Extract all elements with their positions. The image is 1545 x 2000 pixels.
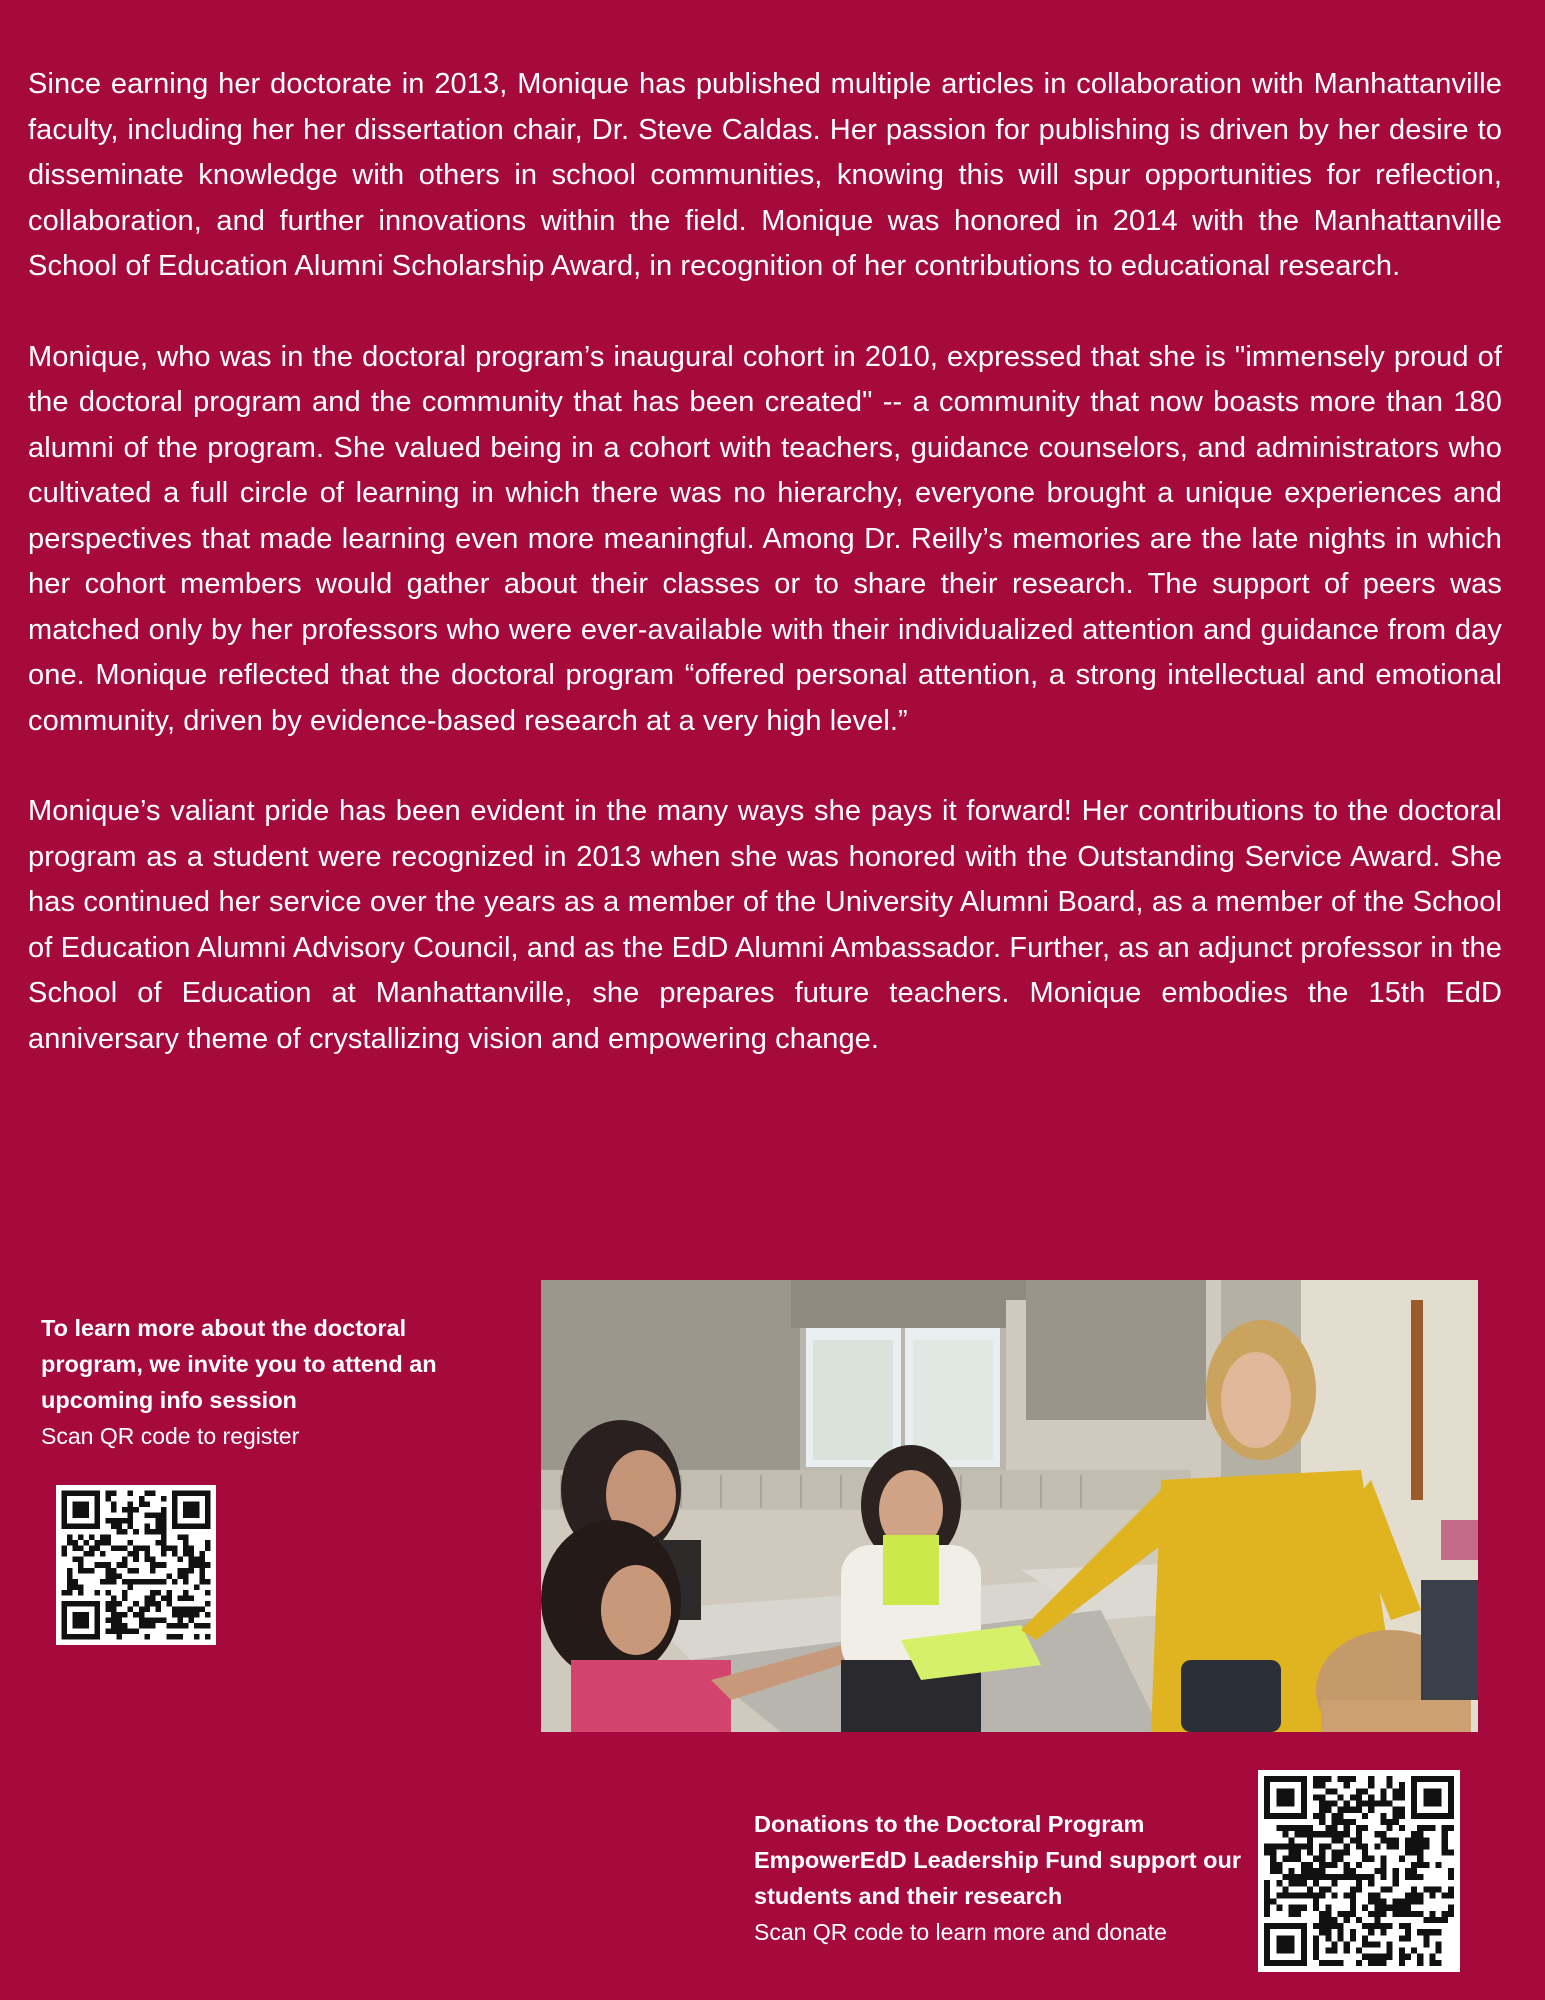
info-session-subtext: Scan QR code to register bbox=[41, 1423, 300, 1449]
register-qr-code[interactable] bbox=[56, 1485, 216, 1645]
article-paragraph-2: Monique, who was in the doctoral program’s inaugural cohort in 2010, expressed that she is "immensely proud of the doctoral program and the community that has been created" -- a community that now boasts more than 180 alumni of the program. She valued being in a cohort with teachers, guidance counselors, and administrators who cultivated a full circle of learning in which there was no hierarchy, everyone brought a unique experiences and perspectives that made learning even more meaningful. Among Dr. Reilly’s memories are the late nights in which her cohort members would gather about their classes or to share their research. The support of peers was matched only by her professors who were ever-available with their individualized attention and guidance from day one. Monique reflected that the doctoral program “offered personal attention, a strong intellectual and emotional community, driven by evidence-based research at a very high level.” bbox=[28, 340, 1502, 737]
article-body bbox=[28, 62, 1502, 1107]
donate-qr-code-image bbox=[1258, 1770, 1460, 1972]
article-paragraph-3: Monique’s valiant pride has been evident in the many ways she pays it forward! Her contributions to the doctoral program as a student were recognized in 2013 when she was honored with the Outstanding Service Award. She has continued her service over the years as a member of the University Alumni Board, as a member of the School of Education Alumni Advisory Council, and as the EdD Alumni Ambassador. Further, as an adjunct professor in the School of Education at Manhattanville, she prepares future teachers. Monique embodies the 15th EdD anniversary theme of crystallizing vision and empowering change. bbox=[28, 795, 1502, 1055]
donations-callout bbox=[754, 1806, 1244, 1950]
register-qr-code-image bbox=[56, 1485, 216, 1645]
info-session-callout bbox=[41, 1310, 481, 1454]
info-session-heading: To learn more about the doctoral program, we invite you to attend an upcoming info session bbox=[41, 1315, 437, 1413]
classroom-photo bbox=[541, 1280, 1478, 1732]
donations-subtext: Scan QR code to learn more and donate bbox=[754, 1919, 1167, 1945]
donate-qr-code[interactable] bbox=[1258, 1770, 1460, 1972]
article-paragraph-1: Since earning her doctorate in 2013, Monique has published multiple articles in collaboration with Manhattanville faculty, including her her dissertation chair, Dr. Steve Caldas. Her passion for publishing is driven by her desire to disseminate knowledge with others in school communities, knowing this will spur opportunities for reflection, collaboration, and further innovations within the field. Monique was honored in 2014 with the Manhattanville School of Education Alumni Scholarship Award, in recognition of her contributions to educational research. bbox=[28, 68, 1502, 282]
classroom-photo-image bbox=[541, 1280, 1478, 1732]
donations-heading: Donations to the Doctoral Program EmpowerEdD Leadership Fund support our students and their research bbox=[754, 1811, 1241, 1909]
